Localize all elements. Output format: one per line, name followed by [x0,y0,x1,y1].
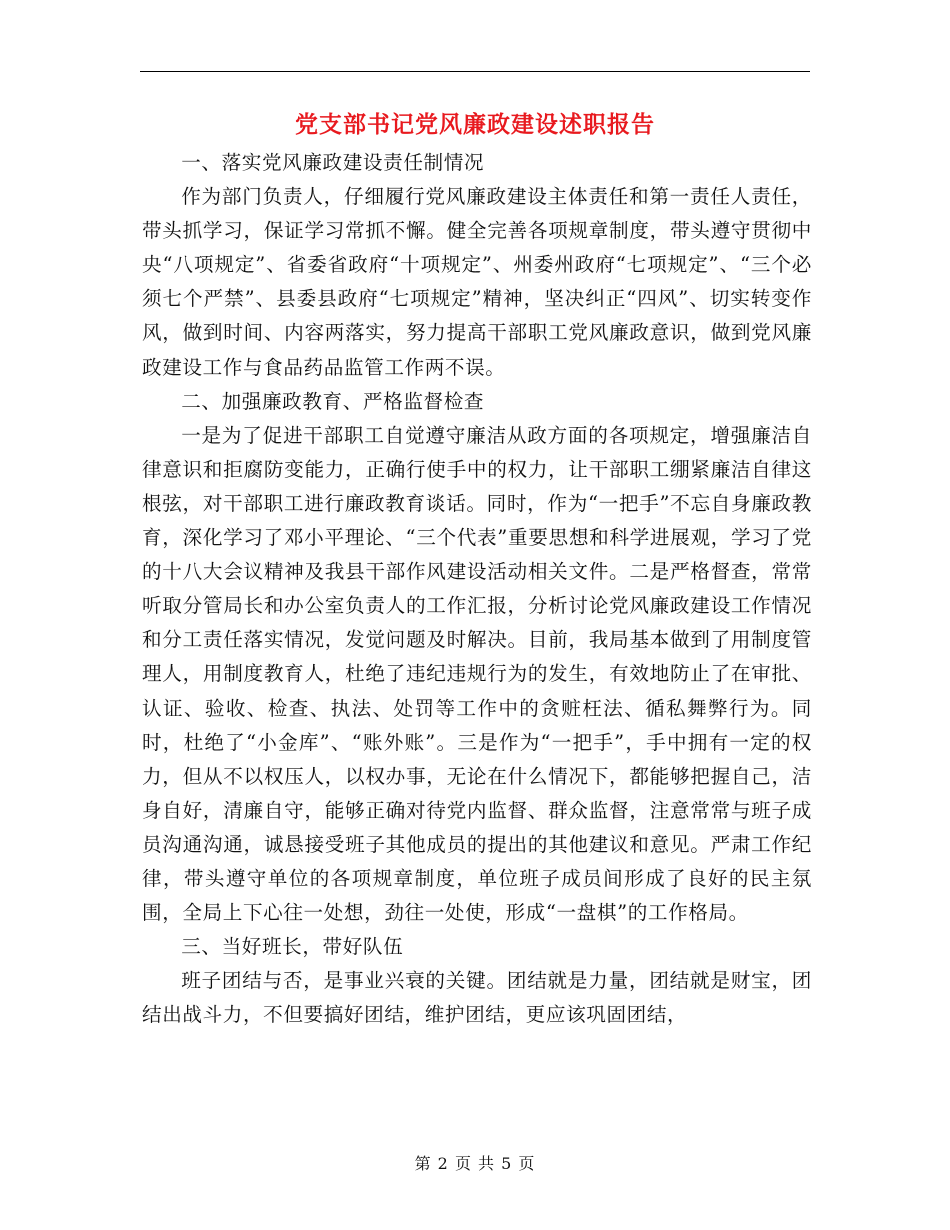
section-2-paragraph: 一是为了促进干部职工自觉遵守廉洁从政方面的各项规定，增强廉洁自律意识和拒腐防变能力，正确行使手中的权力，让干部职工绷紧廉洁自律这根弦，对干部职工进行廉政教育谈话。同时，作为“一把手”不忘自身廉政教育，深化学习了邓小平理论、“三个代表”重要思想和科学进展观，学习了党的十八大会议精神及我县干部作风建设活动相关文件。二是严格督查，常常听取分管局长和办公室负责人的工作汇报，分析讨论党风廉政建设工作情况和分工责任落实情况，发觉问题及时解决。目前，我局基本做到了用制度管理人，用制度教育人，杜绝了违纪违规行为的发生，有效地防止了在审批、认证、验收、检查、执法、处罚等工作中的贪赃枉法、循私舞弊行为。同时，杜绝了“小金库”、“账外账”。三是作为“一把手”，手中拥有一定的权力，但从不以权压人，以权办事，无论在什么情况下，都能够把握自己，洁身自好，清廉自守，能够正确对待党内监督、群众监督，注意常常与班子成员沟通沟通，诚恳接受班子其他成员的提出的其他建议和意见。严肃工作纪律，带头遵守单位的各项规章制度，单位班子成员间形成了良好的民主氛围，全局上下心往一处想，劲往一处使，形成“一盘棋”的工作格局。 [142,423,812,925]
header-rule [140,71,810,72]
document-body [142,146,812,1032]
section-3-paragraph: 班子团结与否，是事业兴衰的关键。团结就是力量，团结就是财宝，团结出战斗力，不但要搞好团结，维护团结，更应该巩固团结， [142,969,812,1027]
section-1-heading: 一、落实党风廉政建设责任制情况 [181,151,485,174]
section-3-heading: 三、当好班长，带好队伍 [181,935,404,959]
section-2-heading: 二、加强廉政教育、严格监督检查 [181,389,485,413]
section-1-paragraph: 作为部门负责人，仔细履行党风廉政建设主体责任和第一责任人责任，带头抓学习，保证学习常抓不懈。健全完善各项规章制度，带头遵守贯彻中央“八项规定”、省委省政府“十项规定”、州委州政府“七项规定”、“三个必须七个严禁”、县委县政府“七项规定”精神，坚决纠正“四风”、切实转变作风，做到时间、内容两落实，努力提高干部职工党风廉政意识，做到党风廉政建设工作与食品药品监管工作两不误。 [142,185,812,379]
page-number-footer: 第 2 页 共 5 页 [414,1154,536,1173]
document-title: 党支部书记党风廉政建设述职报告 [295,111,655,138]
